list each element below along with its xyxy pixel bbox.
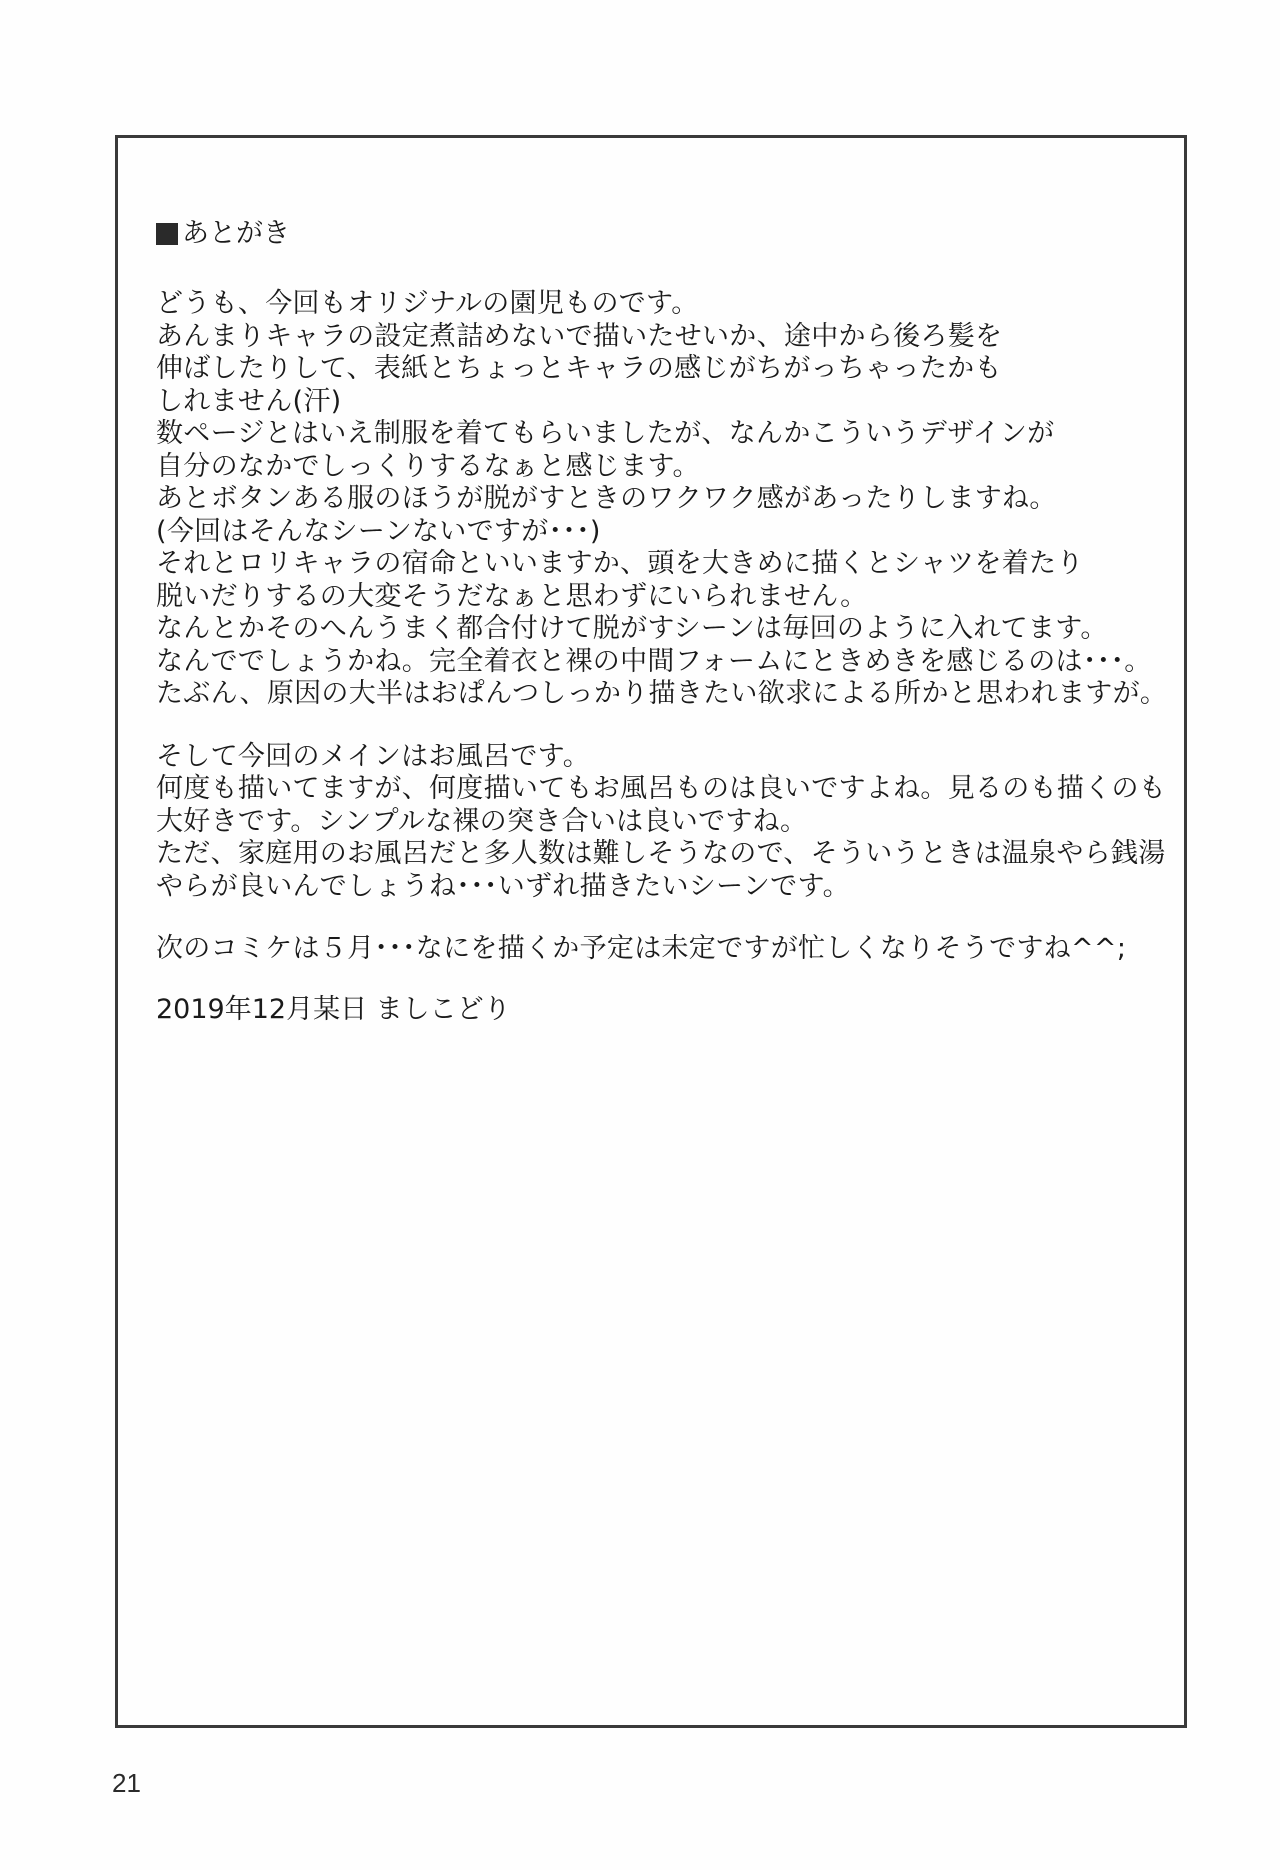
text-line: しれません(汗) xyxy=(156,385,342,417)
text-line: 次のコミケは５月･･･なにを描くか予定は未定ですが忙しくなりそうですね^^; xyxy=(156,933,1127,964)
text-line: やらが良いんでしょうね･･･いずれ描きたいシーンです。 xyxy=(156,870,850,902)
paragraph-2 xyxy=(156,741,1166,904)
text-line: 数ページとはいえ制服を着てもらいましたが、なんかこういうデザインが xyxy=(156,418,1055,449)
paragraph-1 xyxy=(156,288,1166,711)
paragraph-3 xyxy=(156,933,1166,966)
text-line: それとロリキャラの宿命といいますか、頭を大きめに描くとシャツを着たり xyxy=(156,548,1084,579)
text-line: あんまりキャラの設定煮詰めないで描いたせいか、途中から後ろ髪を xyxy=(156,320,1003,352)
afterword-content xyxy=(156,216,1166,1026)
text-line: 自分のなかでしっくりするなぁと感じます。 xyxy=(156,450,700,482)
text-line: あとボタンある服のほうが脱がすときのワクワク感があったりしますね。 xyxy=(156,483,1057,514)
square-bullet-icon xyxy=(156,223,178,245)
text-line: なんででしょうかね。完全着衣と裸の中間フォームにときめきを感じるのは･･･。 xyxy=(156,645,1152,677)
text-line: 大好きです。シンプルな裸の突き合いは良いですね。 xyxy=(156,805,808,837)
text-line: ただ、家庭用のお風呂だと多人数は難しそうなので、そういうときは温泉やら銭湯 xyxy=(156,838,1166,869)
text-line: そして今回のメインはお風呂です。 xyxy=(156,740,591,772)
text-line: どうも、今回もオリジナルの園児ものです。 xyxy=(156,288,699,319)
text-line: 伸ばしたりして、表紙とちょっとキャラの感じがちがっちゃったかも xyxy=(156,353,1002,384)
text-line: 脱いだりするの大変そうだなぁと思わずにいられません。 xyxy=(156,580,868,612)
text-line: 何度も描いてますが、何度描いてもお風呂ものは良いですよね。見るのも描くのも xyxy=(156,773,1167,804)
text-line: (今回はそんなシーンないですが･･･) xyxy=(156,515,601,547)
page-number: 21 xyxy=(112,1768,141,1798)
signature-line: 2019年12月某日 ましこどり xyxy=(156,993,511,1025)
afterword-title: あとがき xyxy=(182,218,290,249)
text-line: なんとかそのへんうまく都合付けて脱がすシーンは毎回のように入れてます。 xyxy=(156,613,1108,644)
afterword-heading xyxy=(156,216,1166,252)
text-line: たぶん、原因の大半はおぱんつしっかり描きたい欲求による所かと思われますが。 xyxy=(156,678,1168,709)
